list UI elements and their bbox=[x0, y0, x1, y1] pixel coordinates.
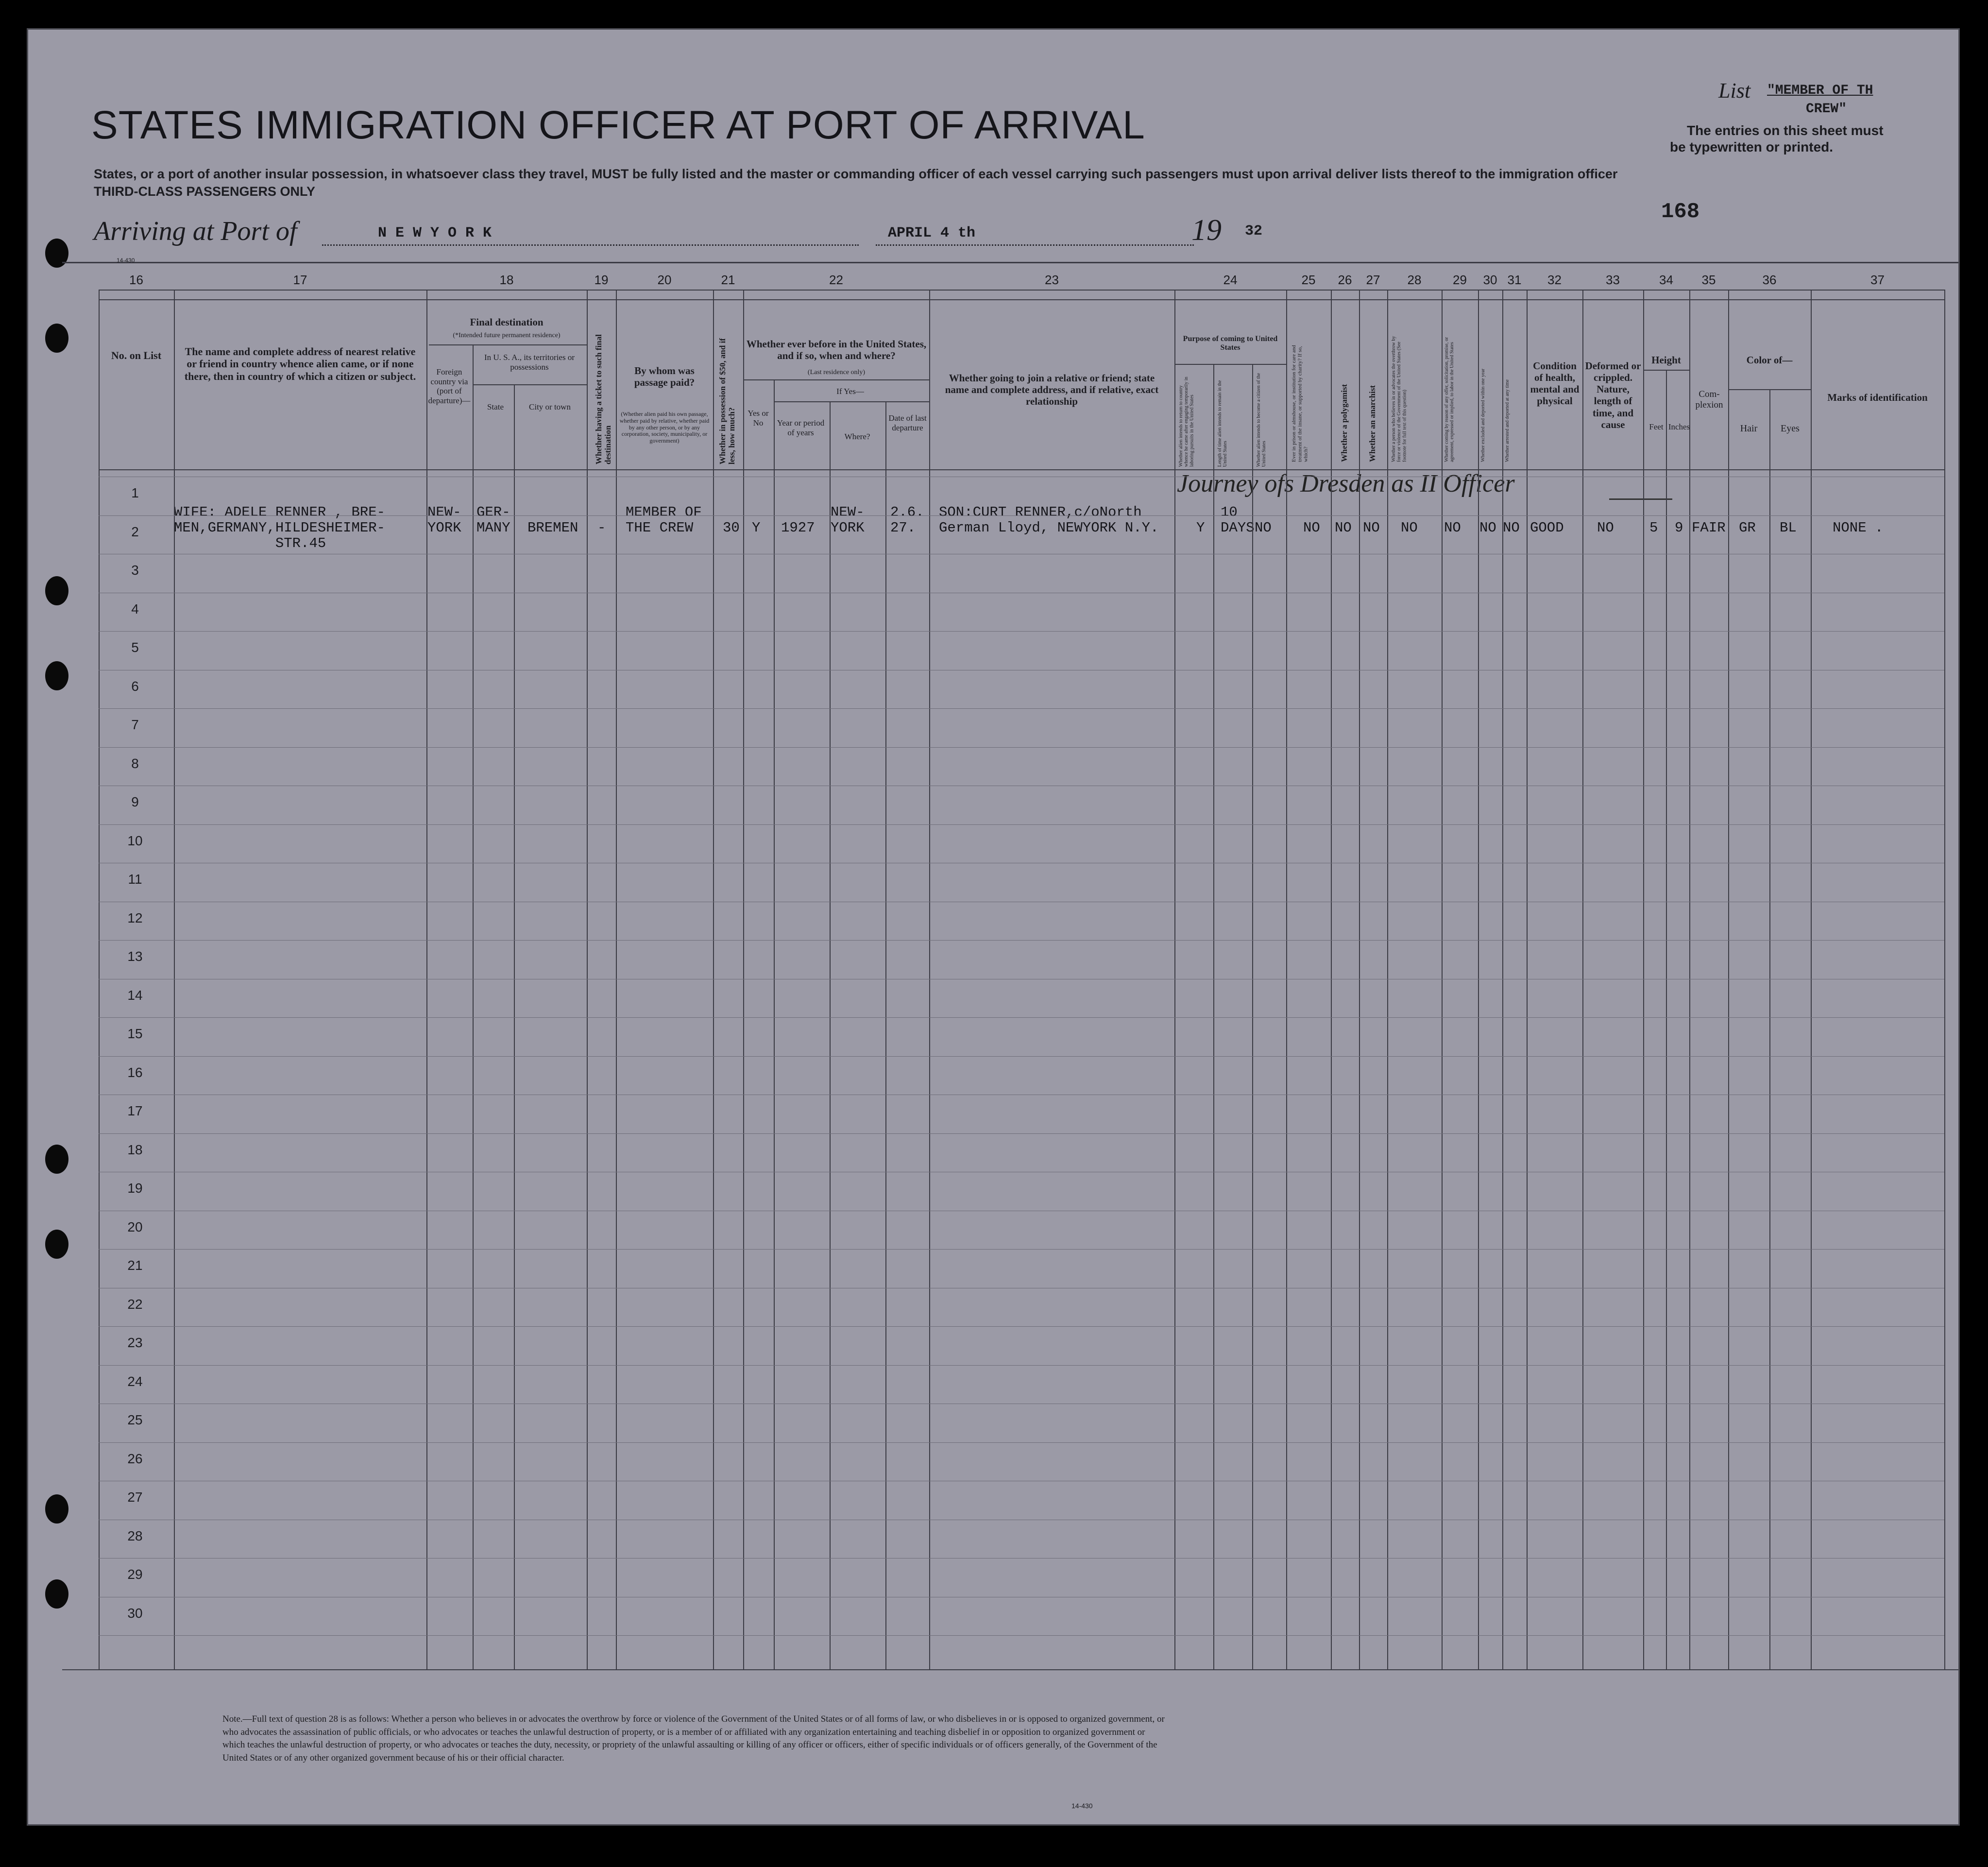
column-number: 29 bbox=[1453, 273, 1467, 287]
subheader-rule bbox=[429, 344, 587, 345]
punch-hole bbox=[45, 1579, 68, 1609]
column-divider bbox=[1286, 290, 1287, 1669]
page-title: STATES IMMIGRATION OFFICER AT PORT OF ARRIVAL bbox=[91, 103, 1145, 147]
row-number: 21 bbox=[127, 1258, 143, 1273]
column-divider bbox=[1359, 290, 1360, 1669]
cell-before-yes-no: Y bbox=[752, 519, 761, 536]
row-number: 18 bbox=[127, 1142, 143, 1157]
row-rule bbox=[99, 708, 1944, 709]
header-foreign-country: Foreign country via (port of departure)— bbox=[428, 367, 471, 405]
column-divider bbox=[1331, 290, 1332, 1669]
header-before-in-us: Whether ever before in the United States, and if so, when and where? bbox=[746, 338, 927, 362]
row-rule bbox=[99, 1442, 1944, 1443]
header-join-relative: Whether going to join a relative or friend; state name and complete address, and if relative, exact relationship bbox=[945, 372, 1159, 408]
row-rule bbox=[99, 631, 1944, 632]
subcolumn-divider bbox=[830, 401, 831, 1669]
column-number: 32 bbox=[1547, 273, 1562, 287]
punch-hole bbox=[45, 324, 68, 353]
column-number: 18 bbox=[499, 273, 514, 287]
header-where: Where? bbox=[844, 432, 870, 441]
punch-hole bbox=[45, 661, 68, 690]
header-excluded: Whether excluded and deported within one year bbox=[1480, 368, 1486, 462]
row-rule bbox=[99, 1635, 1944, 1636]
subcolumn-divider bbox=[774, 379, 775, 1669]
header-year-period: Year or period of years bbox=[777, 418, 825, 437]
cell-purpose-length: 10 DAYS bbox=[1221, 504, 1255, 536]
arriving-label: Arriving at Port of bbox=[94, 216, 297, 246]
cell-city: BREMEN bbox=[527, 519, 578, 536]
cell-feet: 5 bbox=[1649, 519, 1658, 536]
cell-marks: NONE . bbox=[1833, 519, 1884, 536]
header-passage: By whom was passage paid? bbox=[634, 365, 695, 389]
column-divider bbox=[929, 290, 930, 1669]
header-color-of: Color of— bbox=[1746, 354, 1793, 366]
column-number: 33 bbox=[1606, 273, 1620, 287]
header-bottom-rule bbox=[99, 469, 1944, 470]
column-divider bbox=[1174, 290, 1175, 1669]
cell-state: GER- MANY bbox=[476, 504, 510, 536]
cell-hair: GR bbox=[1739, 519, 1756, 536]
subheader-rule bbox=[774, 401, 929, 402]
column-number: 19 bbox=[594, 273, 609, 287]
row-rule bbox=[99, 1326, 1944, 1327]
cell-year: 1927 bbox=[781, 519, 815, 536]
header-purpose: Purpose of coming to United States bbox=[1183, 335, 1278, 352]
subcolumn-divider bbox=[885, 401, 886, 1669]
row-rule bbox=[99, 1558, 1944, 1559]
cell-health: GOOD bbox=[1530, 519, 1564, 536]
cell-passage: MEMBER OF THE CREW bbox=[626, 504, 702, 536]
header-inches: Inches bbox=[1668, 422, 1690, 431]
header-deformed: Deformed or crippled. Nature, length of time, and cause bbox=[1585, 360, 1641, 430]
column-number: 21 bbox=[721, 273, 735, 287]
date-fill-line bbox=[876, 244, 1194, 246]
header-state: State bbox=[487, 402, 504, 411]
header-height: Height bbox=[1651, 354, 1681, 366]
sheet-note: The entries on this sheet must bbox=[1687, 123, 1884, 138]
column-number: 27 bbox=[1366, 273, 1380, 287]
list-value: "MEMBER OF TH bbox=[1767, 83, 1873, 98]
cell-foreign-country: NEW- YORK bbox=[427, 504, 461, 536]
row-number: 9 bbox=[131, 794, 139, 809]
column-divider bbox=[587, 290, 588, 1669]
row-rule bbox=[99, 1056, 1944, 1057]
table-top-rule bbox=[99, 290, 1944, 291]
row-number: 16 bbox=[127, 1065, 143, 1080]
row-number: 2 bbox=[131, 524, 139, 539]
row-number: 7 bbox=[131, 717, 139, 732]
cell-contract: NO bbox=[1444, 519, 1461, 536]
page-number: 168 bbox=[1661, 200, 1700, 224]
column-divider bbox=[174, 290, 175, 1669]
cell-purpose-return: Y bbox=[1196, 519, 1205, 536]
row-number: 24 bbox=[127, 1374, 143, 1389]
header-feet: Feet bbox=[1649, 422, 1664, 431]
column-number: 34 bbox=[1659, 273, 1673, 287]
column-number: 26 bbox=[1338, 273, 1352, 287]
handwritten-annotation: Journey ofs Dresden as II Officer bbox=[1177, 470, 1515, 497]
column-divider bbox=[1643, 290, 1644, 1669]
column-divider bbox=[99, 290, 100, 1669]
column-number: 22 bbox=[829, 273, 843, 287]
row-number: 30 bbox=[127, 1606, 143, 1621]
cell-polygamist: NO bbox=[1335, 519, 1352, 536]
form-code: 14-430 bbox=[1071, 1802, 1093, 1810]
list-label: List bbox=[1718, 79, 1751, 103]
cell-overthrow: NO bbox=[1401, 519, 1418, 536]
cell-anarchist: NO bbox=[1363, 519, 1380, 536]
header-anarchist: Whether an anarchist bbox=[1368, 385, 1377, 462]
cell-deformed: NO bbox=[1597, 519, 1614, 536]
row-number: 14 bbox=[127, 988, 143, 1003]
port-value: N E W Y O R K bbox=[378, 225, 492, 241]
column-divider bbox=[616, 290, 617, 1669]
column-number: 28 bbox=[1407, 273, 1422, 287]
punch-hole bbox=[45, 576, 68, 605]
cell-arrested: NO bbox=[1503, 519, 1520, 536]
header-overthrow: Whether a person who believes in or advocates the overthrow by force or violence of the Government of the United States (See footnote for full text of this question) bbox=[1391, 336, 1408, 462]
header-city: City or town bbox=[529, 402, 571, 411]
header-purpose-c: Whether alien intends to become a citizen of the United States bbox=[1256, 373, 1267, 467]
column-divider bbox=[1811, 290, 1812, 1669]
header-if-yes: If Yes— bbox=[836, 387, 864, 396]
row-number: 12 bbox=[127, 910, 143, 925]
cell-join-relative: SON:CURT RENNER,c/oNorth German Lloyd, NEWYORK N.Y. bbox=[939, 504, 1159, 536]
row-number: 11 bbox=[128, 872, 142, 887]
header-complexion: Com-plexion bbox=[1695, 389, 1723, 410]
year-suffix: 32 bbox=[1245, 223, 1263, 240]
header-purpose-b: Length of time alien intends to remain in the United States bbox=[1217, 380, 1228, 467]
header-marks: Marks of identification bbox=[1827, 392, 1928, 403]
row-number: 13 bbox=[127, 949, 143, 964]
row-number: 20 bbox=[127, 1219, 143, 1234]
header-health: Condition of health, mental and physical bbox=[1530, 360, 1580, 407]
manifest-sheet bbox=[27, 28, 1960, 1826]
header-hair: Hair bbox=[1740, 423, 1758, 434]
list-value-continued: CREW" bbox=[1806, 102, 1847, 117]
header-last-residence: (Last residence only) bbox=[807, 369, 866, 376]
column-divider bbox=[426, 290, 427, 1669]
punch-hole bbox=[45, 1145, 68, 1174]
header-ticket: Whether having a ticket to such final destination bbox=[594, 334, 613, 464]
column-number: 36 bbox=[1762, 273, 1777, 287]
column-divider bbox=[743, 290, 744, 1669]
header-contract: Whether coming by reason of any offer, solicitation, promise, or agreement, expressed or implied, to labor in the United States bbox=[1444, 337, 1455, 462]
cell-departure: 2.6. 27. bbox=[890, 504, 924, 536]
column-number: 30 bbox=[1483, 273, 1497, 287]
table-bottom-rule bbox=[62, 1669, 1960, 1670]
subcolumn-divider bbox=[1666, 370, 1667, 1669]
footnote: Note.—Full text of question 28 is as follows: Whether a person who believes in or advocates the overthrow by force or violence of the Government of the United States or of all forms of law, or who disbelieves in or is opposed to organized government, or who advocates the assassination of public officials, or who advocates or teaches the unlawful destruction of property, or is a member of or affiliated with any organization entertaining and teaching disbelief in or opposition to organized government or which teaches the unlawful destruction of property, or who advocates or teaches the duty, necessity, or propriety of the unlawful assaulting or killing of any officer or officers, either of specific individuals or of officers generally, of the Government of the United States or of any other organized government because of his or their official character. bbox=[222, 1714, 1165, 1763]
row-number: 10 bbox=[127, 833, 143, 848]
cell-purpose-citizen: NO bbox=[1255, 519, 1272, 536]
row-number: 5 bbox=[131, 640, 139, 655]
column-number: 31 bbox=[1507, 273, 1522, 287]
row-number: 3 bbox=[131, 563, 139, 578]
row-number: 22 bbox=[127, 1297, 143, 1312]
cell-ticket: - bbox=[597, 519, 606, 536]
column-divider bbox=[713, 290, 714, 1669]
row-rule bbox=[99, 1365, 1944, 1366]
column-number: 17 bbox=[293, 273, 307, 287]
header-relative: The name and complete address of nearest relative or friend in country whence alien came, or if none there, then in country of which a citizen or subject. bbox=[184, 345, 416, 382]
punch-hole bbox=[45, 1494, 68, 1524]
cell-complexion: FAIR bbox=[1692, 519, 1726, 536]
column-divider bbox=[1387, 290, 1388, 1669]
row-number: 6 bbox=[131, 679, 139, 694]
header-rule bbox=[62, 262, 1960, 263]
header-in-usa: In U. S. A., its territories or possessions bbox=[484, 353, 575, 372]
form-code: 14-430 bbox=[117, 257, 135, 264]
header-yes-no: Yes or No bbox=[748, 409, 769, 428]
column-number: 23 bbox=[1045, 273, 1059, 287]
cell-inches: 9 bbox=[1675, 519, 1683, 536]
subcolumn-divider bbox=[514, 384, 515, 1669]
row-number: 27 bbox=[127, 1490, 143, 1505]
column-divider bbox=[1527, 290, 1528, 1669]
header-prison: Ever in prison or almshouse, or institution for care and treatment of the insane, or supported by charity? If so, which? bbox=[1291, 345, 1309, 462]
header-purpose-a: Whether alien intends to return to country whence he came after engaging temporarily in laboring pursuits in the United States bbox=[1178, 377, 1195, 467]
year-prefix: 19 bbox=[1191, 214, 1222, 247]
row-rule bbox=[99, 515, 1944, 516]
subcolumn-divider bbox=[1769, 389, 1770, 1669]
column-number: 25 bbox=[1301, 273, 1316, 287]
row-rule bbox=[99, 940, 1944, 941]
cell-eyes: BL bbox=[1780, 519, 1797, 536]
punch-hole bbox=[45, 239, 68, 268]
column-number: 37 bbox=[1870, 273, 1885, 287]
subcolumn-divider bbox=[1213, 364, 1214, 1669]
subcolumn-divider bbox=[473, 344, 474, 1669]
header-final-destination-note: (*Intended future permanent residence) bbox=[453, 332, 561, 339]
row-rule bbox=[99, 1017, 1944, 1018]
header-final-destination: Final destination bbox=[470, 316, 544, 328]
row-rule bbox=[99, 1249, 1944, 1250]
column-divider bbox=[1944, 290, 1945, 1669]
row-number: 25 bbox=[127, 1412, 143, 1427]
column-number: 16 bbox=[129, 273, 143, 287]
header-arrested: Whether arrested and deported at any time bbox=[1505, 379, 1510, 462]
row-number: 17 bbox=[127, 1103, 143, 1118]
column-number: 24 bbox=[1223, 273, 1238, 287]
passenger-class: THIRD-CLASS PASSENGERS ONLY bbox=[94, 184, 316, 199]
port-fill-line bbox=[322, 244, 859, 246]
sheet-note: be typewritten or printed. bbox=[1670, 139, 1834, 154]
annotation-underline bbox=[1609, 498, 1672, 500]
row-number: 15 bbox=[127, 1026, 143, 1041]
column-divider bbox=[1502, 290, 1503, 1669]
row-number: 29 bbox=[127, 1567, 143, 1582]
column-number: 35 bbox=[1701, 273, 1716, 287]
header-polygamist: Whether a polygamist bbox=[1340, 384, 1349, 462]
column-number: 20 bbox=[657, 273, 672, 287]
row-number: 19 bbox=[127, 1181, 143, 1196]
subheader-rule bbox=[1174, 364, 1286, 365]
cell-relative: WIFE: ADELE RENNER , BRE- MEN,GERMANY,HILDESHEIMER- STR.45 bbox=[174, 504, 386, 551]
instructions-text: States, or a port of another insular possession, in whatsoever class they travel, MUST be fully listed and the master or commanding officer of each vessel carrying such passengers must upon arrival deliver lists thereof to the immigration officer bbox=[94, 167, 1618, 181]
subheader-rule bbox=[743, 379, 929, 380]
header-passage-note: (Whether alien paid his own passage, whether paid by relative, whether paid by any other person, or by any corporation, society, municipality, or government) bbox=[619, 411, 710, 445]
date-value: APRIL 4 th bbox=[888, 225, 976, 241]
row-number: 23 bbox=[127, 1335, 143, 1350]
header-eyes: Eyes bbox=[1781, 423, 1800, 434]
cell-where: NEW- YORK bbox=[831, 504, 865, 536]
cell-money: 30 bbox=[723, 519, 740, 536]
row-rule bbox=[99, 1133, 1944, 1134]
row-number: 8 bbox=[131, 756, 139, 771]
row-number: 26 bbox=[127, 1451, 143, 1466]
header-money: Whether in possession of $50, and if less, how much? bbox=[718, 338, 737, 464]
column-divider bbox=[1728, 290, 1729, 1669]
row-number: 4 bbox=[131, 601, 139, 617]
header-date-departure: Date of last departure bbox=[888, 413, 927, 432]
column-divider bbox=[1442, 290, 1443, 1669]
subcolumn-divider bbox=[1252, 364, 1253, 1669]
row-rule bbox=[99, 747, 1944, 748]
column-divider bbox=[1582, 290, 1583, 1669]
header-no-on-list: No. on List bbox=[111, 349, 162, 361]
row-number: 28 bbox=[127, 1528, 143, 1543]
subheader-rule bbox=[473, 384, 587, 385]
cell-excluded: NO bbox=[1479, 519, 1496, 536]
column-divider bbox=[1478, 290, 1479, 1669]
cell-prison: NO bbox=[1303, 519, 1320, 536]
column-number-rule bbox=[99, 299, 1944, 300]
row-rule bbox=[99, 824, 1944, 825]
column-divider bbox=[1689, 290, 1690, 1669]
punch-hole bbox=[45, 1230, 68, 1259]
row-number: 1 bbox=[131, 485, 139, 500]
